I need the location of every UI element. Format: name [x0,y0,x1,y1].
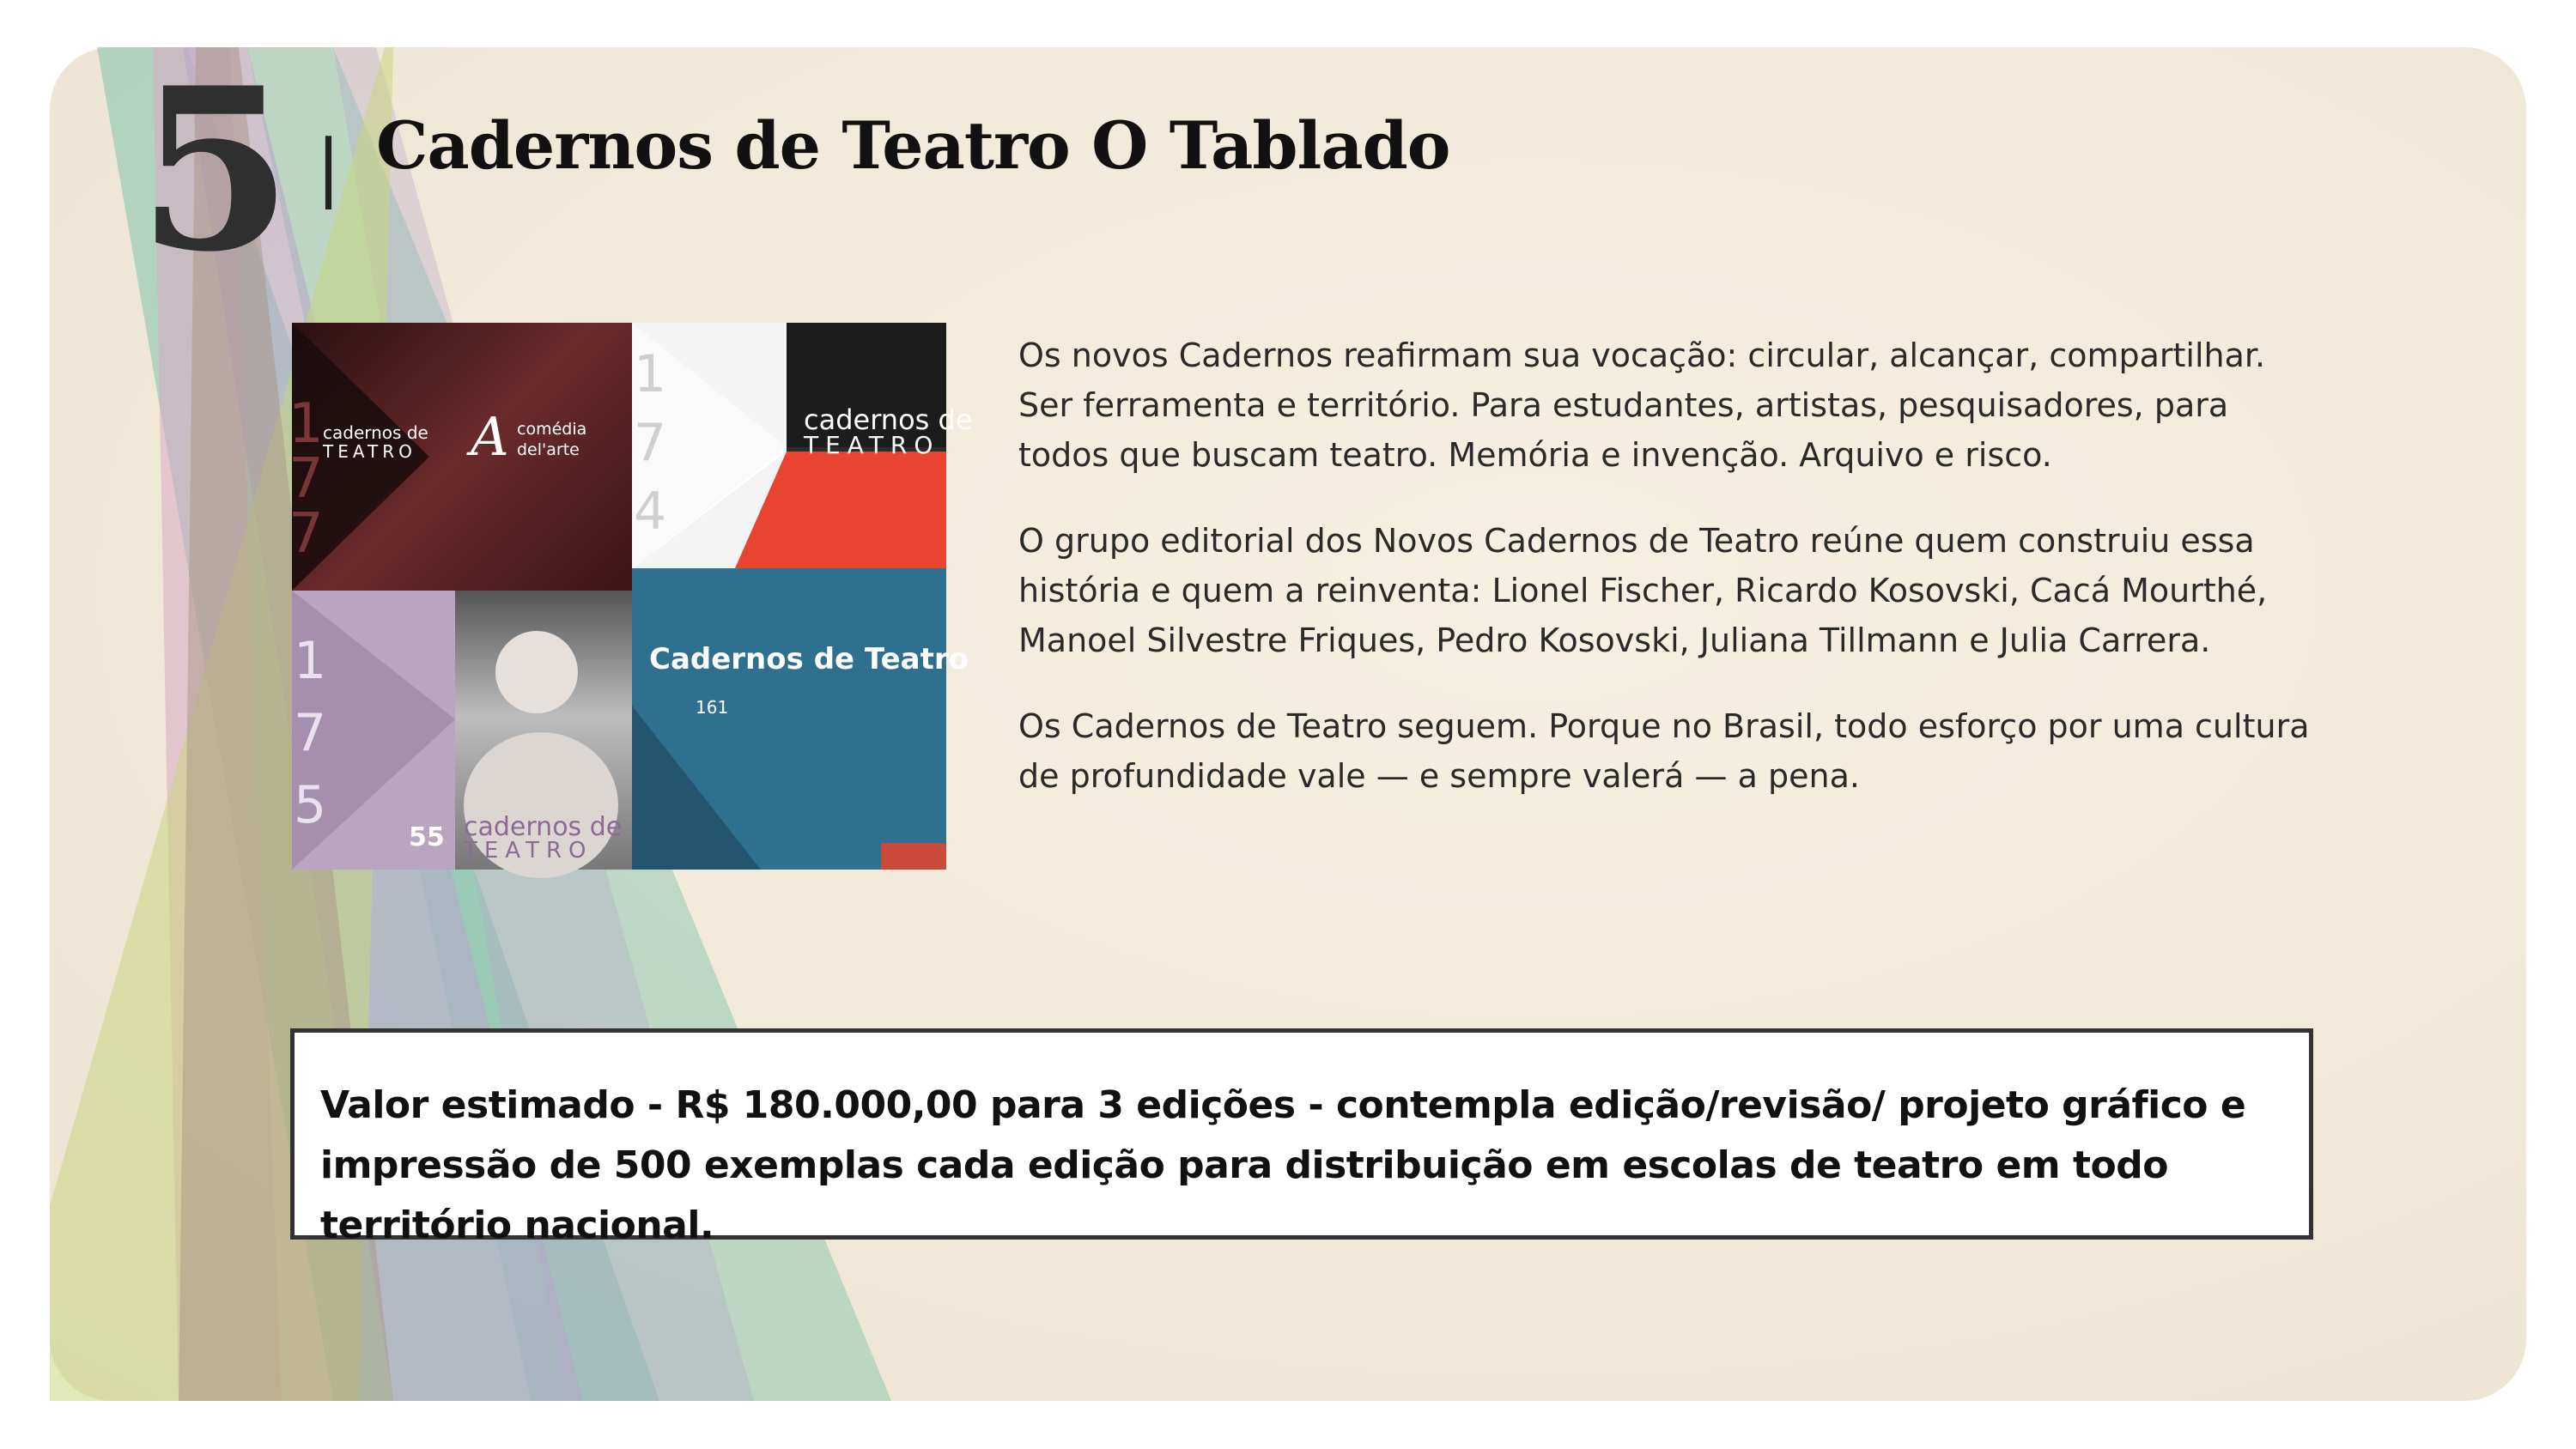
cover1-issue-title: comédia del'arte [517,420,587,459]
cover4-brand: Cadernos de Teatro [649,642,969,676]
cover2-brand-bottom: TEATRO [804,431,940,459]
body-text [1018,330,2324,837]
covers-collage [289,323,973,870]
slide-number: 5 [137,39,293,301]
cover3-badge: 55 [409,822,445,852]
paragraph-grupo-editorial: O grupo editorial dos Novos Cadernos de Teatro reúne quem construiu essa história e quem a reinventa: Lionel Fischer, Ricardo Kosovski, Cacá Mourthé, Manoel Silvestre Friques, Pedro Kosovski, Juliana Tillmann e Julia Carrera. [1018,522,2268,659]
cover2-brand-top: cadernos de [804,403,973,436]
cover-teatro-161 [632,568,969,870]
cover1-brand-top: cadernos de [323,422,428,443]
page-title: Cadernos de Teatro O Tablado [376,107,1450,184]
paragraph-vocacao: Os novos Cadernos reafirmam sua vocação: circular, alcançar, compartilhar. Ser ferramenta e território. Para estudantes, artistas, pesquisadores, para todos que buscam teatro. Memória e invenção. Arquivo e risco. [1018,336,2266,474]
estimated-value-box [290,1028,2313,1247]
cover2-issue-digits: 174 [634,344,667,542]
cover3-brand-top: cadernos de [464,812,623,842]
paragraph-seguem: Os Cadernos de Teatro seguem. Porque no Brasil, todo esforço por uma cultura de profundidade vale — e sempre valerá — a pena. [1018,707,2310,795]
slide [50,39,2526,1401]
cover3-brand-bottom: TEATRO [464,838,593,864]
cover1-issue-digits: 177 [289,392,324,566]
cover-teatro-174 [632,323,973,568]
cover-comedia-del-arte [289,323,632,591]
cover-teatro-175 [292,591,632,870]
title-separator: | [316,124,341,210]
cover4-issue: 161 [696,697,729,718]
estimated-value-text: Valor estimado - R$ 180.000,00 para 3 edições - contempla edição/revisão/ projeto gráfico e impressão de 500 exemplas cada edição para distribuição em escolas de teatro em todo território nacional. [320,1083,2246,1247]
cover3-issue-digits: 175 [294,631,327,835]
cover1-brand-bottom: TEATRO [323,441,416,462]
cover1-monogram: A [471,405,509,468]
